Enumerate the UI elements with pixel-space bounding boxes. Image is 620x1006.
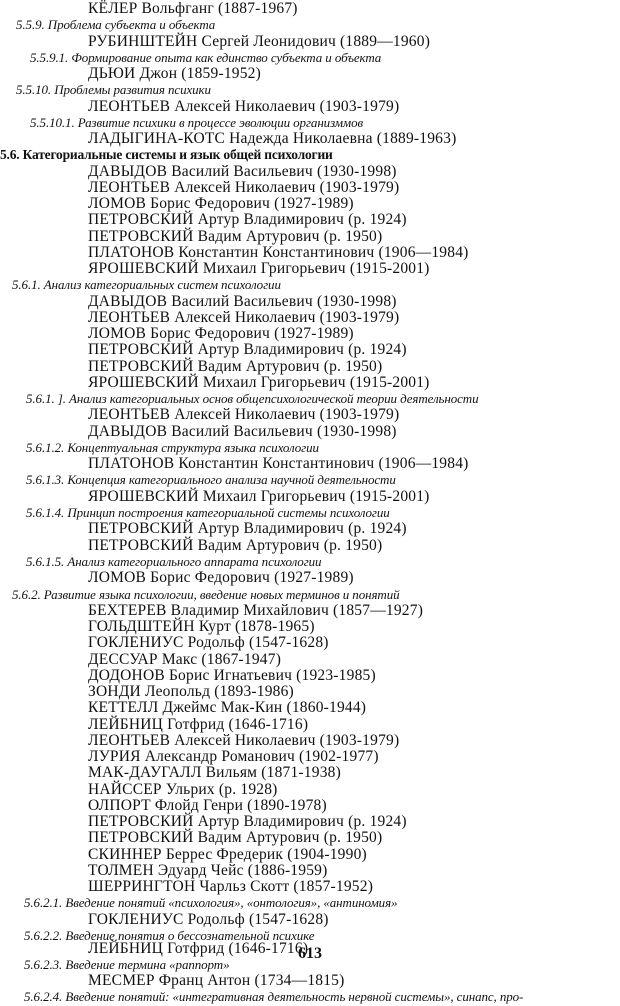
person-entry: КЁЛЕР Вольфганг (1887-1967): [88, 0, 298, 17]
person-entry: ЛЕОНТЬЕВ Алексей Николаевич (1903-1979): [88, 732, 400, 749]
chapter-heading: 5.6. Категориальные системы и язык общей психологии: [0, 147, 333, 162]
section-heading: 5.5.9. Проблема субъекта и объекта: [16, 17, 216, 32]
person-entry: ДАВЫДОВ Василий Васильевич (1930-1998): [88, 293, 397, 310]
person-entry: ЛЕЙБНИЦ Готфрид (1646-1716): [88, 939, 309, 957]
person-entry: МЕСМЕР Франц Антон (1734—1815): [88, 972, 345, 989]
section-heading: 5.5.10.1. Развитие психики в процессе эволюции организммов: [30, 115, 364, 130]
person-entry: ГОКЛЕНИУС Родольф (1547-1628): [88, 634, 329, 651]
person-entry: ДАВЫДОВ Василий Васильевич (1930-1998): [88, 423, 397, 440]
person-entry: ПЛАТОНОВ Константин Константинович (1906—1984): [88, 244, 469, 261]
person-entry: КЕТТЕЛЛ Джеймс Мак-Кин (1860-1944): [88, 699, 367, 716]
person-entry: ЛЕЙБНИЦ Готфрид (1646-1716): [88, 716, 309, 733]
person-entry: ЛЕОНТЬЕВ Алексей Николаевич (1903-1979): [88, 309, 400, 326]
person-entry: ЛЕОНТЬЕВ Алексей Николаевич (1903-1979): [88, 406, 400, 423]
person-entry: ГОКЛЕНИУС Родольф (1547-1628): [88, 911, 329, 928]
section-heading: 5.5.9.1. Формирование опыта как единство субъекта и объекта: [30, 50, 382, 65]
person-entry: ТОЛМЕН Эдуард Чейс (1886-1959): [88, 862, 328, 879]
person-entry: ЛЕОНТЬЕВ Алексей Николаевич (1903-1979): [88, 179, 400, 196]
person-entry: МАК-ДАУГАЛЛ Вильям (1871-1938): [88, 764, 341, 781]
person-entry: ЯРОШЕВСКИЙ Михаил Григорьевич (1915-2001): [88, 260, 430, 277]
section-heading: 5.6.2.3. Введение термина «раппорт»: [24, 956, 230, 972]
person-entry: ДЬЮИ Джон (1859-1952): [88, 65, 261, 82]
person-entry: ПЕТРОВСКИЙ Вадим Артурович (р. 1950): [88, 537, 383, 554]
person-entry: ПЕТРОВСКИЙ Артур Владимирович (р. 1924): [88, 520, 407, 537]
person-entry: ОЛПОРТ Флойд Генри (1890-1978): [88, 797, 327, 814]
section-heading: 5.5.10. Проблемы развития психики: [16, 82, 211, 97]
person-entry: ЛОМОВ Борис Федорович (1927-1989): [88, 195, 354, 212]
section-heading: 5.6.1.4. Принцип построения категориальной системы психологии: [26, 505, 390, 520]
section-heading: 5.6.2.4. Введение понятий: «интегративная деятельность нервной системы», синапс, про-: [24, 989, 524, 1005]
page-number: 613: [298, 945, 322, 962]
person-entry: ЯРОШЕВСКИЙ Михаил Григорьевич (1915-2001): [88, 488, 430, 505]
person-entry: ЛУРИЯ Александр Романович (1902-1977): [88, 748, 379, 765]
section-heading: 5.6.1.5. Анализ категориального аппарата психологии: [26, 554, 322, 569]
person-entry: ПЕТРОВСКИЙ Артур Владимирович (р. 1924): [88, 813, 407, 830]
person-entry: ПЕТРОВСКИЙ Вадим Артурович (р. 1950): [88, 829, 383, 846]
person-entry: ДОДОНОВ Борис Игнатьевич (1923-1985): [88, 667, 376, 684]
person-entry: СКИННЕР Беррес Фредерик (1904-1990): [88, 846, 367, 863]
person-entry: ШЕРРИНГТОН Чарльз Скотт (1857-1952): [88, 878, 374, 895]
person-entry: ЛОМОВ Борис Федорович (1927-1989): [88, 325, 354, 342]
person-entry: ЗОНДИ Леопольд (1893-1986): [88, 683, 294, 700]
person-entry: ПЕТРОВСКИЙ Артур Владимирович (р. 1924): [88, 341, 407, 358]
person-entry: БЕХТЕРЕВ Владимир Михайлович (1857—1927): [88, 602, 424, 619]
person-entry: ПЕТРОВСКИЙ Вадим Артурович (р. 1950): [88, 358, 383, 375]
person-entry: ПЕТРОВСКИЙ Вадим Артурович (р. 1950): [88, 228, 383, 245]
person-entry: ЛЕОНТЬЕВ Алексей Николаевич (1903-1979): [88, 98, 400, 115]
section-heading: 5.6.1. ]. Анализ категориальных основ общепсихологической теории деятельности: [26, 391, 479, 406]
person-entry: ЛАДЫГИНА-КОТС Надежда Николаевна (1889-1963): [88, 130, 457, 147]
section-heading: 5.6.2.1. Введение понятий «психология», «онтология», «антиномия»: [24, 895, 398, 910]
section-heading: 5.6.2.2. Введение понятия о бессознательной психике: [24, 928, 315, 943]
section-heading: 5.6.1.3. Концепция категориального анализа научной деятельности: [26, 472, 396, 487]
section-heading: 5.6.1.2. Концептуальная структура языка психологии: [26, 440, 319, 455]
person-entry: ЛОМОВ Борис Федорович (1927-1989): [88, 569, 354, 586]
person-entry: ГОЛЬДШТЕЙН Курт (1878-1965): [88, 618, 315, 635]
person-entry: ПЛАТОНОВ Константин Константинович (1906—1984): [88, 455, 469, 472]
person-entry: ЯРОШЕВСКИЙ Михаил Григорьевич (1915-2001): [88, 374, 430, 391]
person-entry: ПЕТРОВСКИЙ Артур Владимирович (р. 1924): [88, 211, 407, 228]
person-entry: НАЙССЕР Ульрих (р. 1928): [88, 781, 278, 798]
section-heading: 5.6.1. Анализ категориальных систем психологии: [12, 277, 281, 292]
person-entry: РУБИНШТЕЙН Сергей Леонидович (1889—1960): [88, 33, 431, 50]
section-heading: 5.6.2. Развитие языка психологии, введение новых терминов и понятий: [12, 587, 400, 602]
person-entry: ДАВЫДОВ Василий Васильевич (1930-1998): [88, 163, 397, 180]
person-entry: ДЕССУАР Макс (1867-1947): [88, 651, 282, 668]
